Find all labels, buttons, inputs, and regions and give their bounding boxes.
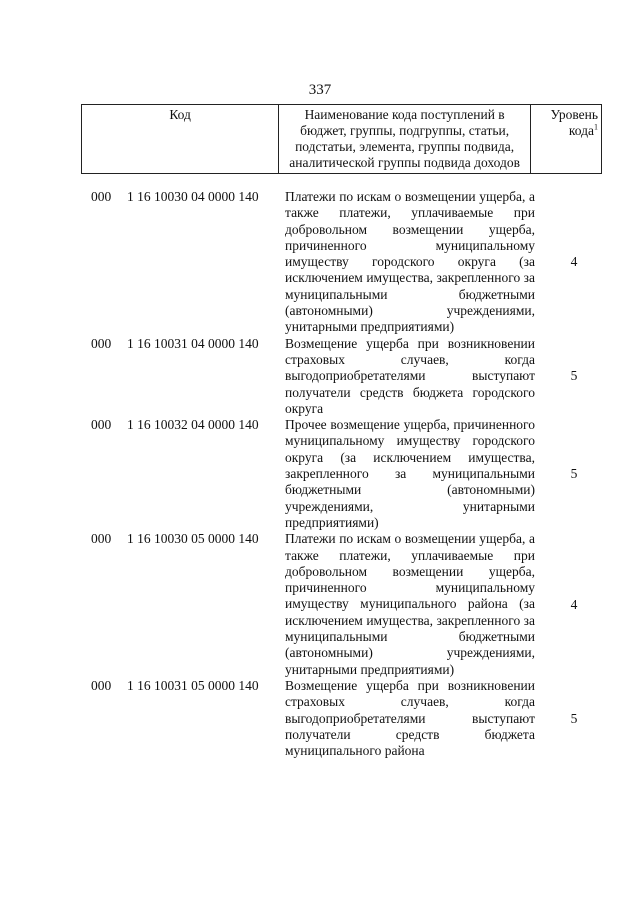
column-header-level-label: Уровень кода [550,107,598,138]
row-name: Возмещение ущерба при возникновении страховых случаев, когда выгодоприобретателями выступают получатели средств бюджета городского округа [285,335,535,416]
table-row [0,417,640,531]
row-code: 1 16 10030 05 0000 140 [127,531,259,547]
row-level: 4 [570,254,578,270]
page-number: 337 [308,82,332,98]
row-prefix: 000 [91,417,112,433]
column-header-code: Код [82,105,279,174]
row-name: Прочее возмещение ущерба, причиненного муниципальному имуществу городского округа (за исключением имущества, закрепленного за муниципальными бюджетными (автономными) учреждениями, унитарными предприятиями) [285,417,535,530]
table-body [0,189,640,759]
row-code: 1 16 10030 04 0000 140 [127,189,259,204]
column-header-name: Наименование кода поступлений в бюджет, группы, подгруппы, статьи, подстатьи, элемента, группы подвида, аналитической группы подвида доходов [279,105,531,174]
row-prefix: 000 [91,677,112,693]
row-name: Возмещение ущерба при возникновении страховых случаев, когда выгодоприобретателями выступают получатели средств бюджета муниципального района [285,677,535,759]
row-level: 4 [570,596,578,612]
row-level: 5 [570,466,578,482]
table-row [0,678,640,759]
table-row [0,189,640,336]
table-header [81,104,602,174]
row-level: 5 [570,710,578,726]
row-code: 1 16 10031 04 0000 140 [127,335,259,351]
row-prefix: 000 [91,189,112,204]
row-name: Платежи по искам о возмещении ущерба, а также платежи, уплачиваемые при добровольном возмещении ущерба, причиненного муниципальному имуществу муниципального района (за исключением имущества, закрепленного за муниципальными бюджетными (автономными) учреждениями, унитарными предприятиями) [285,531,535,677]
footnote-marker: 1 [594,122,598,132]
row-code: 1 16 10031 05 0000 140 [127,677,259,693]
row-name: Платежи по искам о возмещении ущерба, а также платежи, уплачиваемые при добровольном возмещении ущерба, причиненного муниципальному имуществу городского округа (за исключением имущества, закрепленного за муниципальными бюджетными (автономными) учреждениями, унитарными предприятиями) [285,189,535,335]
row-level: 5 [570,368,578,384]
row-prefix: 000 [91,531,112,547]
table-row [0,531,640,678]
table-row [0,336,640,417]
row-code: 1 16 10032 04 0000 140 [127,417,259,433]
row-prefix: 000 [91,335,112,351]
column-header-level [531,105,602,174]
